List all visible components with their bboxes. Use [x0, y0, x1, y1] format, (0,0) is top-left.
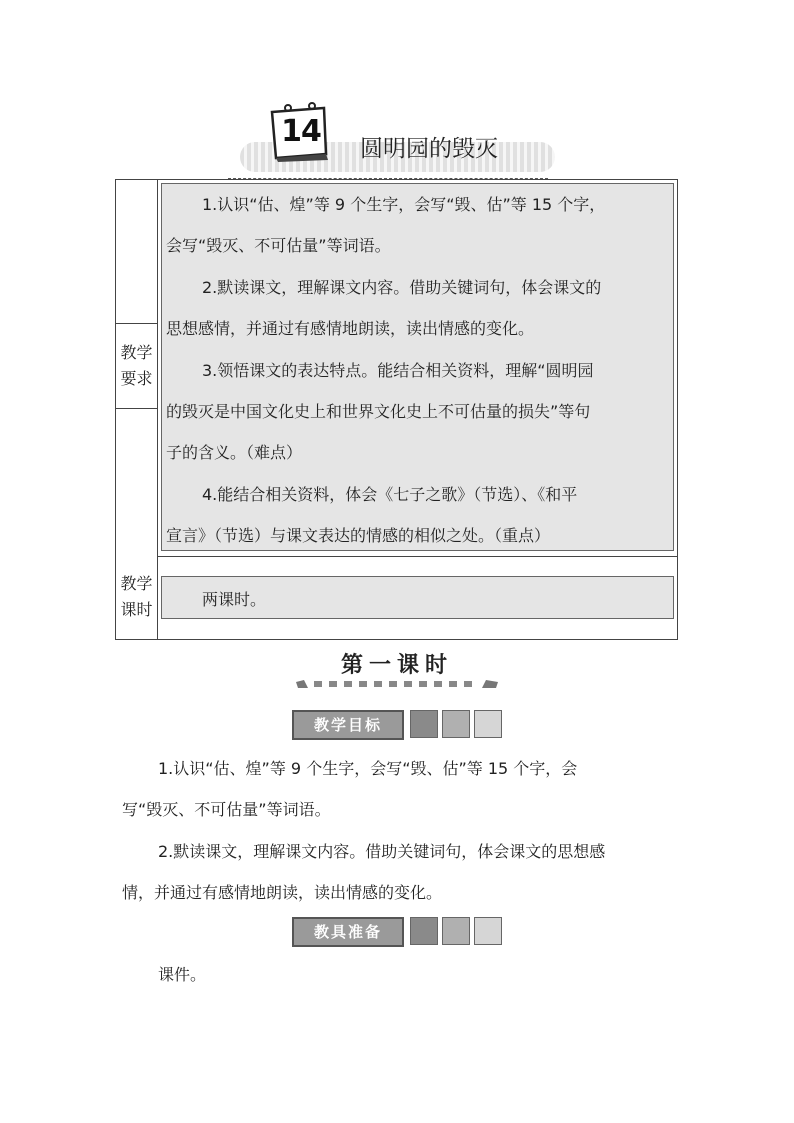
period-label — [115, 555, 157, 640]
requirement-line: 4.能结合相关资料，体会《七子之歌》（节选）、《和平 — [202, 485, 578, 504]
requirement-line: 子的含义。（难点） — [166, 443, 303, 462]
requirement-line: 宣言》（节选）与课文表达的情感的相似之处。（重点） — [166, 526, 551, 545]
goal-line: 情，并通过有感情地朗读，读出情感的变化。 — [122, 883, 443, 902]
heading-square — [442, 710, 470, 738]
materials-text: 课件。 — [158, 965, 207, 984]
requirements-label-line: 教学 — [120, 343, 153, 362]
period-label-line: 课时 — [120, 600, 153, 619]
requirements-label — [115, 323, 157, 409]
heading-square — [474, 710, 502, 738]
section-title: 第一课时 — [340, 653, 453, 678]
requirement-line: 会写“毁灭、不可估量”等词语。 — [166, 236, 391, 255]
heading-square — [474, 917, 502, 945]
requirement-line: 的毁灭是中国文化史上和世界文化史上不可估量的损失”等句 — [166, 402, 591, 421]
materials-heading: 教具准备 — [292, 917, 404, 947]
period-text: 两课时。 — [202, 590, 267, 609]
goal-line: 写“毁灭、不可估量”等词语。 — [122, 800, 331, 819]
lesson-title: 圆明园的毁灭 — [360, 136, 498, 162]
requirement-line: 1.认识“估、煌”等 9 个生字，会写“毁、估”等 15 个字， — [202, 195, 606, 214]
heading-square — [410, 710, 438, 738]
goal-line: 2.默读课文，理解课文内容。借助关键词句，体会课文的思想感 — [158, 842, 606, 861]
heading-square — [442, 917, 470, 945]
goal-line: 1.认识“估、煌”等 9 个生字，会写“毁、估”等 15 个字，会 — [158, 759, 578, 778]
requirement-line: 3.领悟课文的表达特点。能结合相关资料，理解“圆明园 — [202, 361, 594, 380]
lesson-number: 14 — [281, 114, 321, 149]
requirement-line: 2.默读课文，理解课文内容。借助关键词句，体会课文的 — [202, 278, 602, 297]
period-label-line: 教学 — [120, 574, 153, 593]
requirements-label-line: 要求 — [120, 369, 153, 388]
heading-square — [410, 917, 438, 945]
requirement-line: 思想感情，并通过有感情地朗读，读出情感的变化。 — [166, 319, 535, 338]
section-divider — [296, 680, 498, 688]
goals-heading: 教学目标 — [292, 710, 404, 740]
